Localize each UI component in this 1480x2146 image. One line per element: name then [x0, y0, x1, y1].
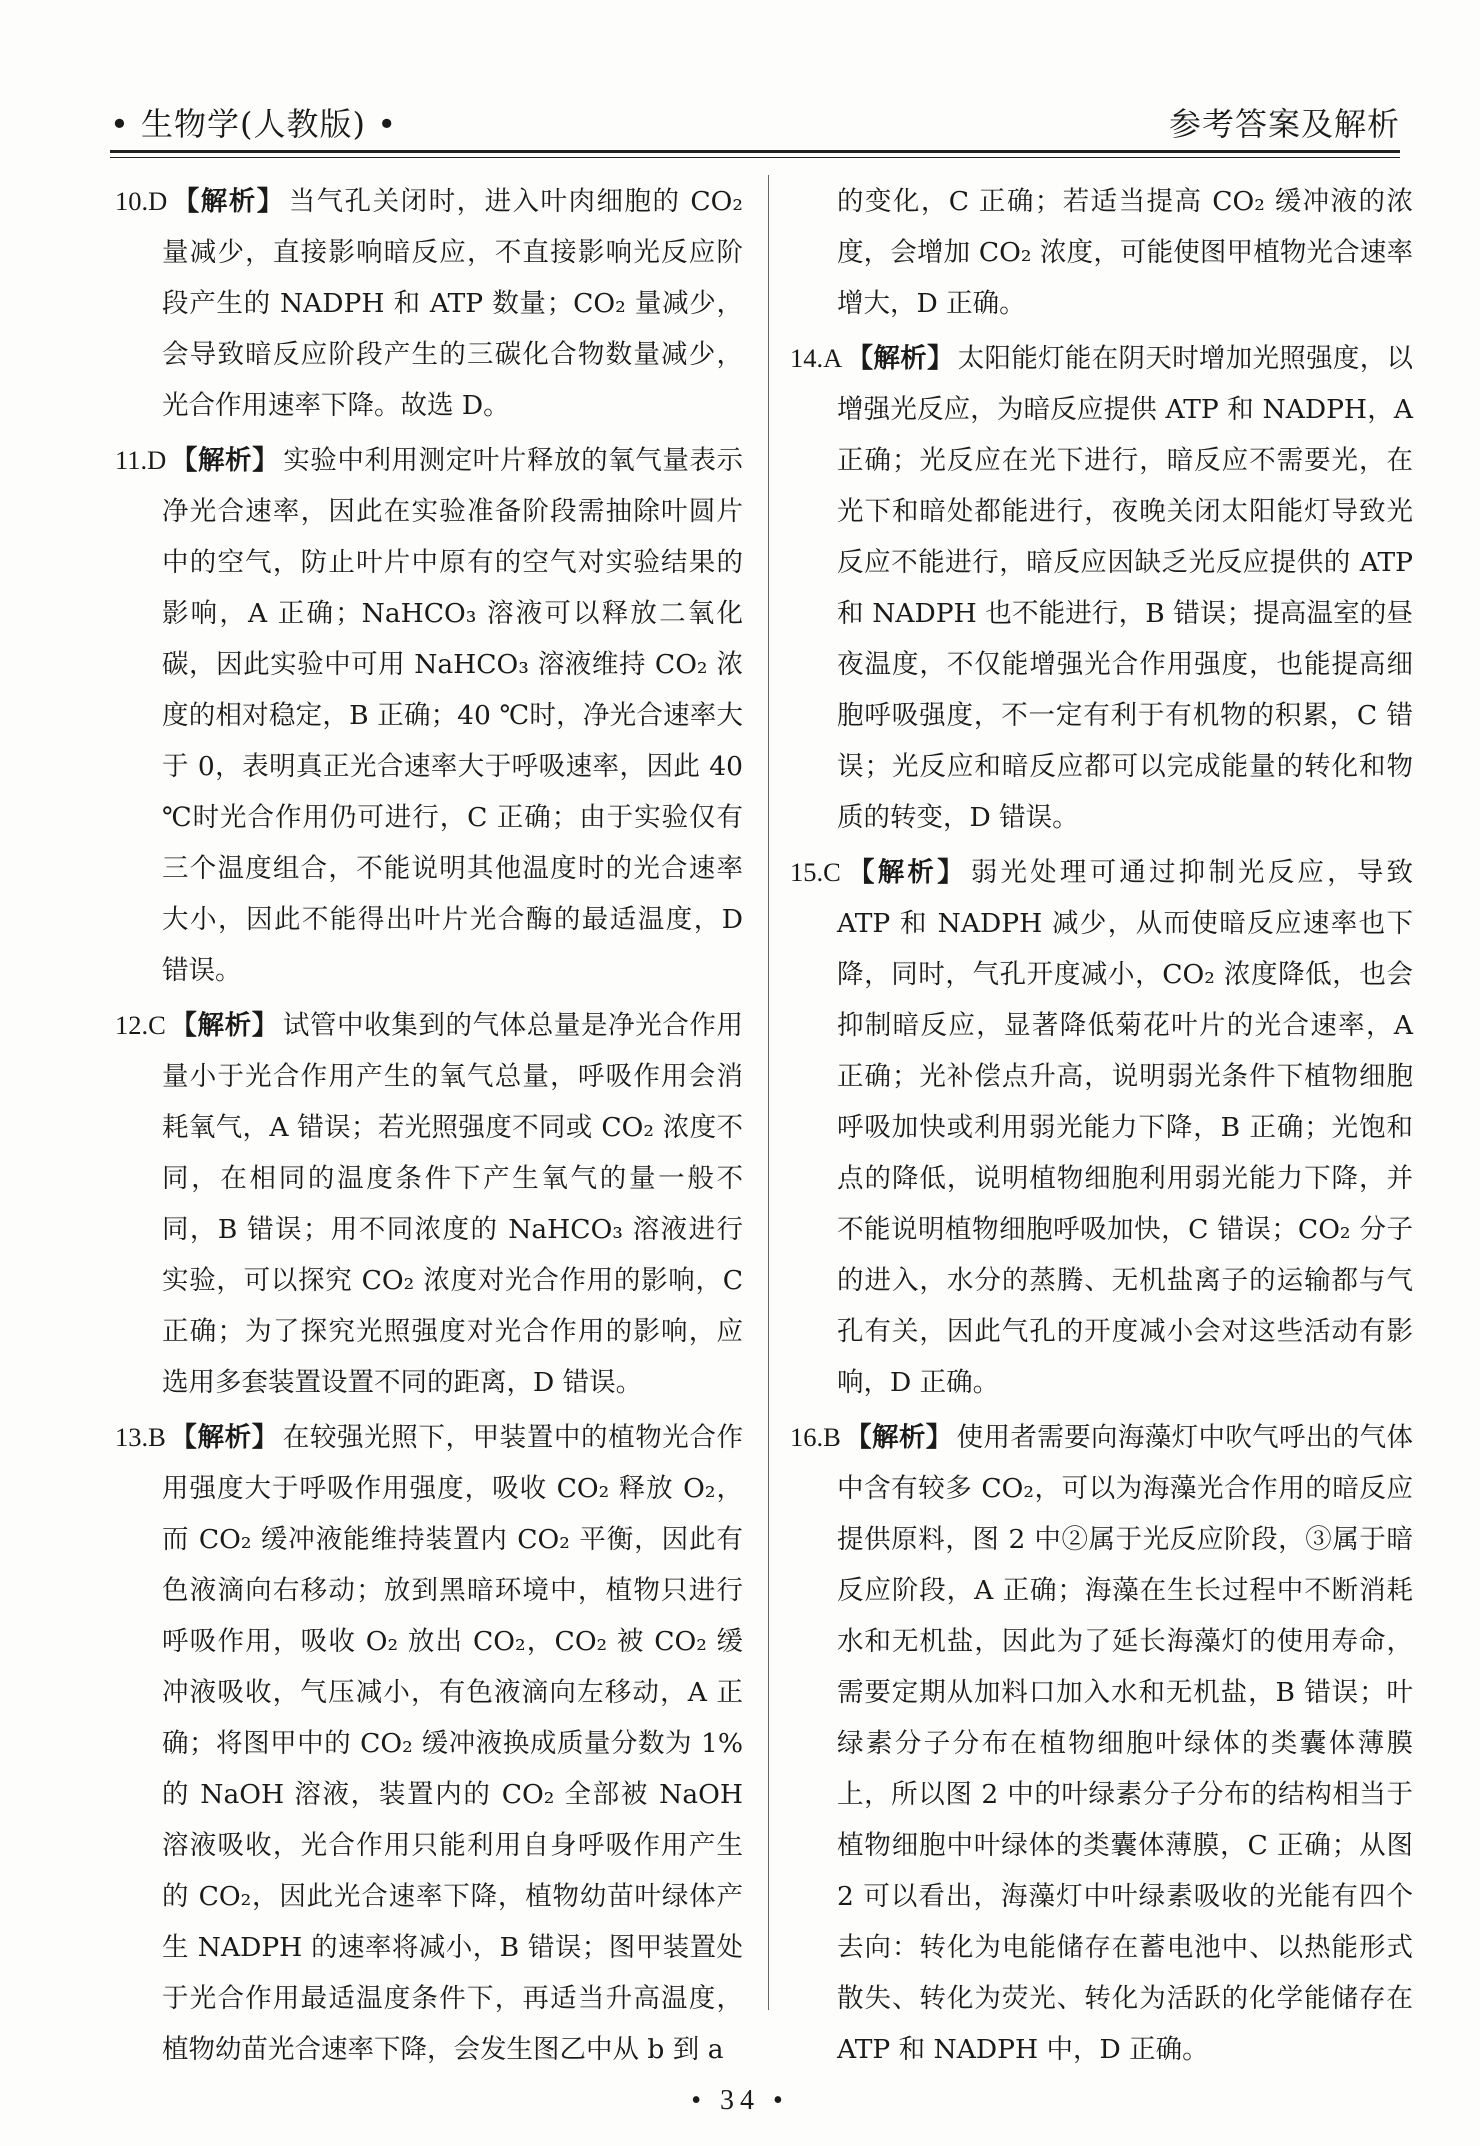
left-column: [115, 176, 743, 2079]
answer-text: 实验中利用测定叶片释放的氧气量表示净光合速率，因此在实验准备阶段需抽除叶圆片中的空气，防止叶片中原有的空气对实验结果的影响，A 正确；NaHCO₃ 溶液可以释放二氧化碳，因此实验中可用 NaHCO₃ 溶液维持 CO₂ 浓度的相对稳定，B 正确；40 ℃时，净光合速率大于 0，表明真正光合速率大于呼吸速率，因此 40 ℃时光合作用仍可进行，C 正确；由于实验仅有三个温度组合，不能说明其他温度时的光合速率大小，因此不能得出叶片光合酶的最适温度，D 错误。: [162, 445, 744, 986]
answer-number: 12.C: [115, 1010, 166, 1040]
analysis-tag: 【解析】: [170, 445, 280, 476]
answer-number: 11.D: [115, 445, 167, 475]
answer-item-15: [790, 847, 1413, 1408]
answer-number: 13.B: [115, 1422, 166, 1452]
answer-item-12: [115, 1000, 743, 1408]
answer-text: 太阳能灯能在阴天时增加光照强度，以增强光反应，为暗反应提供 ATP 和 NADPH，A 正确；光反应在光下进行，暗反应不需要光，在光下和暗处都能进行，夜晚关闭太阳能灯导致光反应不能进行，暗反应因缺乏光反应提供的 ATP 和 NADPH 也不能进行，B 错误；提高温室的昼夜温度，不仅能增强光合作用强度，也能提高细胞呼吸强度，不一定有利于有机物的积累，C 错误；光反应和暗反应都可以完成能量的转化和物质的转变，D 错误。: [837, 343, 1413, 833]
answer-number: 14.A: [790, 343, 843, 373]
answer-text: 试管中收集到的气体总量是净光合作用量小于光合作用产生的氧气总量，呼吸作用会消耗氧气，A 错误；若光照强度不同或 CO₂ 浓度不同，在相同的温度条件下产生氧气的量一般不同，B 错误；用不同浓度的 NaHCO₃ 溶液进行实验，可以探究 CO₂ 浓度对光合作用的影响，C 正确；为了探究光照强度对光合作用的影响，应选用多套装置设置不同的距离，D 错误。: [162, 1010, 744, 1398]
answer-item-13-continued: 的变化，C 正确；若适当提高 CO₂ 缓冲液的浓度，会增加 CO₂ 浓度，可能使图甲植物光合速率增大，D 正确。: [837, 186, 1413, 319]
header-book-title: • 生物学(人教版) •: [110, 105, 398, 143]
answer-item-14: [790, 333, 1413, 843]
answer-number: 15.C: [790, 857, 841, 887]
header-rule-thin: [110, 157, 1400, 158]
answer-text: 在较强光照下，甲装置中的植物光合作用强度大于呼吸作用强度，吸收 CO₂ 释放 O₂，而 CO₂ 缓冲液能维持装置内 CO₂ 平衡，因此有色液滴向右移动；放到黑暗环境中，植物只进行呼吸作用，吸收 O₂ 放出 CO₂，CO₂ 被 CO₂ 缓冲液吸收，气压减小，有色液滴向左移动，A 正确；将图甲中的 CO₂ 缓冲液换成质量分数为 1% 的 NaOH 溶液，装置内的 CO₂ 全部被 NaOH 溶液吸收，光合作用只能利用自身呼吸作用产生的 CO₂，因此光合速率下降，植物幼苗叶绿体产生 NADPH 的速率将减小，B 错误；图甲装置处于光合作用最适温度条件下，再适当升高温度，植物幼苗光合速率下降，会发生图乙中从 b 到 a: [162, 1422, 744, 2065]
right-column: [790, 176, 1413, 2079]
analysis-tag: 【解析】: [844, 857, 967, 888]
answer-text: 弱光处理可通过抑制光反应，导致 ATP 和 NADPH 减少，从而使暗反应速率也下降，同时，气孔开度减小，CO₂ 浓度降低，也会抑制暗反应，显著降低菊花叶片的光合速率，A 正确；光补偿点升高，说明弱光条件下植物细胞呼吸加快或利用弱光能力下降，B 正确；光饱和点的降低，说明植物细胞利用弱光能力下降，并不能说明植物细胞呼吸加快，C 错误；CO₂ 分子的进入，水分的蒸腾、无机盐离子的运输都与气孔有关，因此气孔的开度减小会对这些活动有影响，D 正确。: [837, 857, 1414, 1398]
answer-number: 10.D: [115, 186, 168, 216]
header-section-title: 参考答案及解析: [1168, 105, 1400, 143]
analysis-tag: 【解析】: [844, 1422, 953, 1453]
column-divider: [768, 175, 769, 2010]
answer-item-16: [790, 1412, 1413, 2075]
answer-item-13: [115, 1412, 743, 2075]
header-rule: [110, 150, 1400, 153]
answer-item-10: [115, 176, 743, 431]
answer-text: 使用者需要向海藻灯中吹气呼出的气体中含有较多 CO₂，可以为海藻光合作用的暗反应提供原料，图 2 中②属于光反应阶段，③属于暗反应阶段，A 正确；海藻在生长过程中不断消耗水和无机盐，因此为了延长海藻灯的使用寿命，需要定期从加料口加入水和无机盐，B 错误；叶绿素分子分布在植物细胞叶绿体的类囊体薄膜上，所以图 2 中的叶绿素分子分布的结构相当于植物细胞中叶绿体的类囊体薄膜，C 正确；从图 2 可以看出，海藻灯中叶绿素吸收的光能有四个去向：转化为电能储存在蓄电池中、以热能形式散失、转化为荧光、转化为活跃的化学能储存在 ATP 和 NADPH 中，D 正确。: [837, 1422, 1414, 2065]
answer-text: 当气孔关闭时，进入叶肉细胞的 CO₂ 量减少，直接影响暗反应，不直接影响光反应阶段产生的 NADPH 和 ATP 数量；CO₂ 量减少，会导致暗反应阶段产生的三碳化合物数量减少，光合作用速率下降。故选 D。: [162, 186, 743, 421]
analysis-tag: 【解析】: [169, 1422, 279, 1453]
answer-number: 16.B: [790, 1422, 841, 1452]
page-number: • 34 •: [691, 2085, 789, 2116]
page-header: [110, 95, 1400, 145]
analysis-tag: 【解析】: [846, 343, 954, 374]
analysis-tag: 【解析】: [171, 186, 285, 217]
analysis-tag: 【解析】: [169, 1010, 279, 1041]
answer-item-11: [115, 435, 743, 996]
